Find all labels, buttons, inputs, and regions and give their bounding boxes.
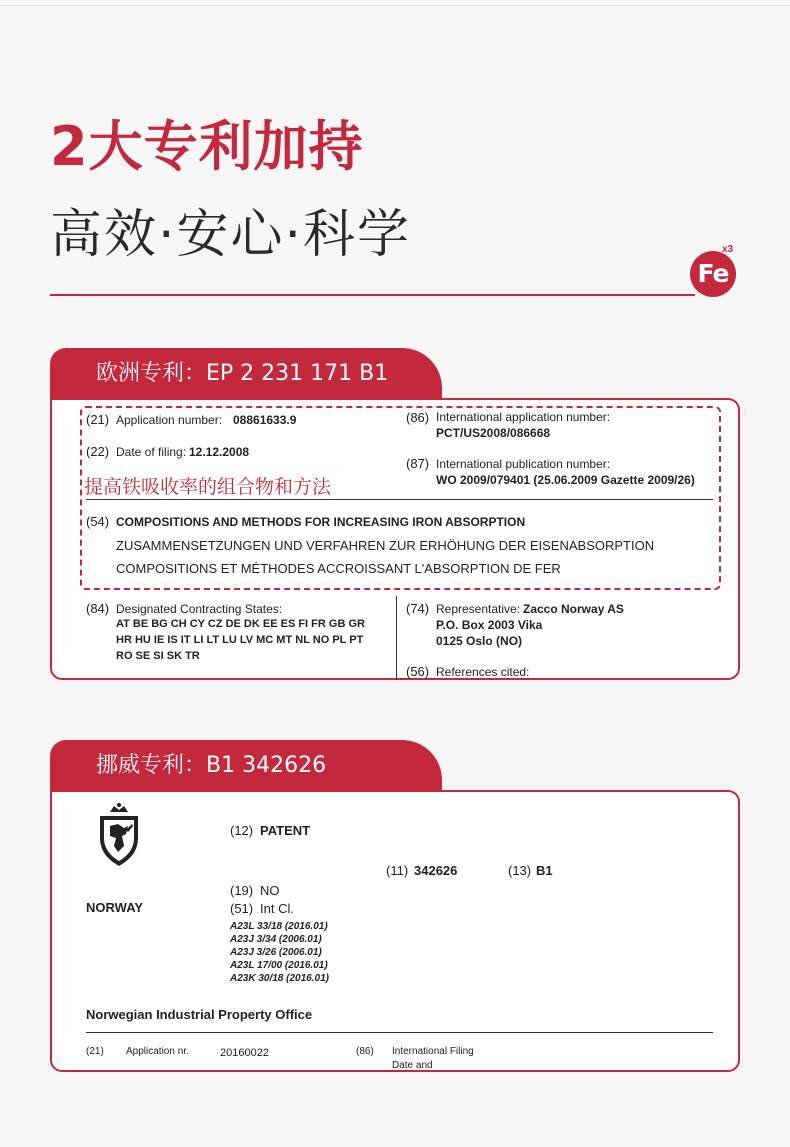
ipc-class-3: A23J 3/26 (2006.01) — [230, 947, 322, 958]
states-line-2: HR HU IE IS IT LI LT LU LV MC MT NL NO PL PT — [116, 634, 364, 646]
field-13-value: B1 — [536, 863, 553, 878]
field-21-label: Application nr. — [126, 1046, 189, 1057]
field-87-value: WO 2009/079401 (25.06.2009 Gazette 2009/26) — [436, 473, 695, 487]
field-74-code: (74) — [406, 601, 430, 616]
states-line-1: AT BE BG CH CY CZ DE DK EE ES FI FR GB GR — [116, 618, 365, 630]
page-title: 2大专利加持 — [50, 115, 364, 178]
header-divider — [50, 294, 695, 296]
field-86-code: (86) — [406, 410, 430, 425]
field-19-value: NO — [260, 883, 280, 898]
office-divider — [86, 1032, 713, 1033]
divider-line — [86, 499, 713, 500]
office-name: Norwegian Industrial Property Office — [86, 1007, 313, 1022]
field-12-code: (12) — [230, 823, 254, 838]
field-19-code: (19) — [230, 883, 254, 898]
field-74-name: Zacco Norway AS — [523, 602, 624, 616]
ipc-class-1: A23L 33/18 (2016.01) — [230, 921, 328, 932]
states-line-3: RO SE SI SK TR — [116, 650, 200, 662]
field-86-code: (86) — [356, 1046, 374, 1057]
field-22-label: Date of filing: — [116, 445, 187, 459]
field-11-code: (11) — [386, 863, 409, 878]
field-84-label: Designated Contracting States: — [116, 602, 283, 616]
field-56-label: References cited: — [436, 665, 530, 679]
norway-coat-of-arms-icon — [96, 802, 142, 868]
field-86-label-2: Date and — [392, 1060, 433, 1071]
column-divider — [396, 596, 397, 680]
field-51-label: Int Cl. — [260, 901, 294, 916]
ipc-class-5: A23K 30/18 (2016.01) — [230, 973, 329, 984]
field-21-value: 08861633.9 — [233, 413, 297, 427]
field-21-code: (21) — [86, 412, 110, 427]
field-22-value: 12.12.2008 — [189, 445, 250, 459]
field-51-code: (51) — [230, 901, 254, 916]
field-56-code: (56) — [406, 664, 430, 679]
field-22-code: (22) — [86, 444, 110, 459]
field-21-code: (21) — [86, 1046, 104, 1057]
chinese-title: 提高铁吸收率的组合物和方法 — [84, 476, 332, 498]
field-12-value: PATENT — [260, 823, 311, 838]
field-11-value: 342626 — [414, 863, 458, 878]
field-87-code: (87) — [406, 456, 430, 471]
field-86-label: International application number: — [436, 410, 611, 424]
field-84-code: (84) — [86, 601, 110, 616]
ipc-class-2: A23J 3/34 (2006.01) — [230, 934, 322, 945]
country-name: NORWAY — [86, 900, 144, 915]
ipc-class-4: A23L 17/00 (2016.01) — [230, 960, 328, 971]
field-74-label: Representative: — [436, 602, 521, 616]
no-patent-card — [50, 790, 740, 1072]
field-86-value: PCT/US2008/086668 — [436, 426, 551, 440]
title-french: COMPOSITIONS ET MÉTHODES ACCROISSANT L'ABSORPTION DE FER — [116, 561, 561, 576]
field-87-label: International publication number: — [436, 457, 611, 471]
field-21-value: 20160022 — [220, 1047, 269, 1059]
field-21-label: Application number: — [116, 413, 223, 427]
page-subtitle: 高效·安心·科学 — [50, 205, 412, 265]
field-54-code: (54) — [86, 514, 110, 529]
eu-patent-tab: 欧洲专利：EP 2 231 171 B1 — [50, 348, 442, 400]
fe-logo-multiplier: x3 — [722, 244, 734, 255]
field-13-code: (13) — [508, 863, 532, 878]
field-74-address-2: 0125 Oslo (NO) — [436, 634, 523, 648]
eu-patent-card — [50, 398, 740, 680]
top-border — [0, 0, 790, 6]
field-86-label-1: International Filing — [392, 1046, 474, 1057]
fe-logo-icon: Fe — [690, 251, 736, 297]
field-74-address-1: P.O. Box 2003 Vika — [436, 618, 543, 632]
title-german: ZUSAMMENSETZUNGEN UND VERFAHREN ZUR ERHÖHUNG DER EISENABSORPTION — [116, 538, 655, 553]
no-patent-tab: 挪威专利：B1 342626 — [50, 740, 442, 792]
title-english: COMPOSITIONS AND METHODS FOR INCREASING IRON ABSORPTION — [116, 515, 526, 529]
